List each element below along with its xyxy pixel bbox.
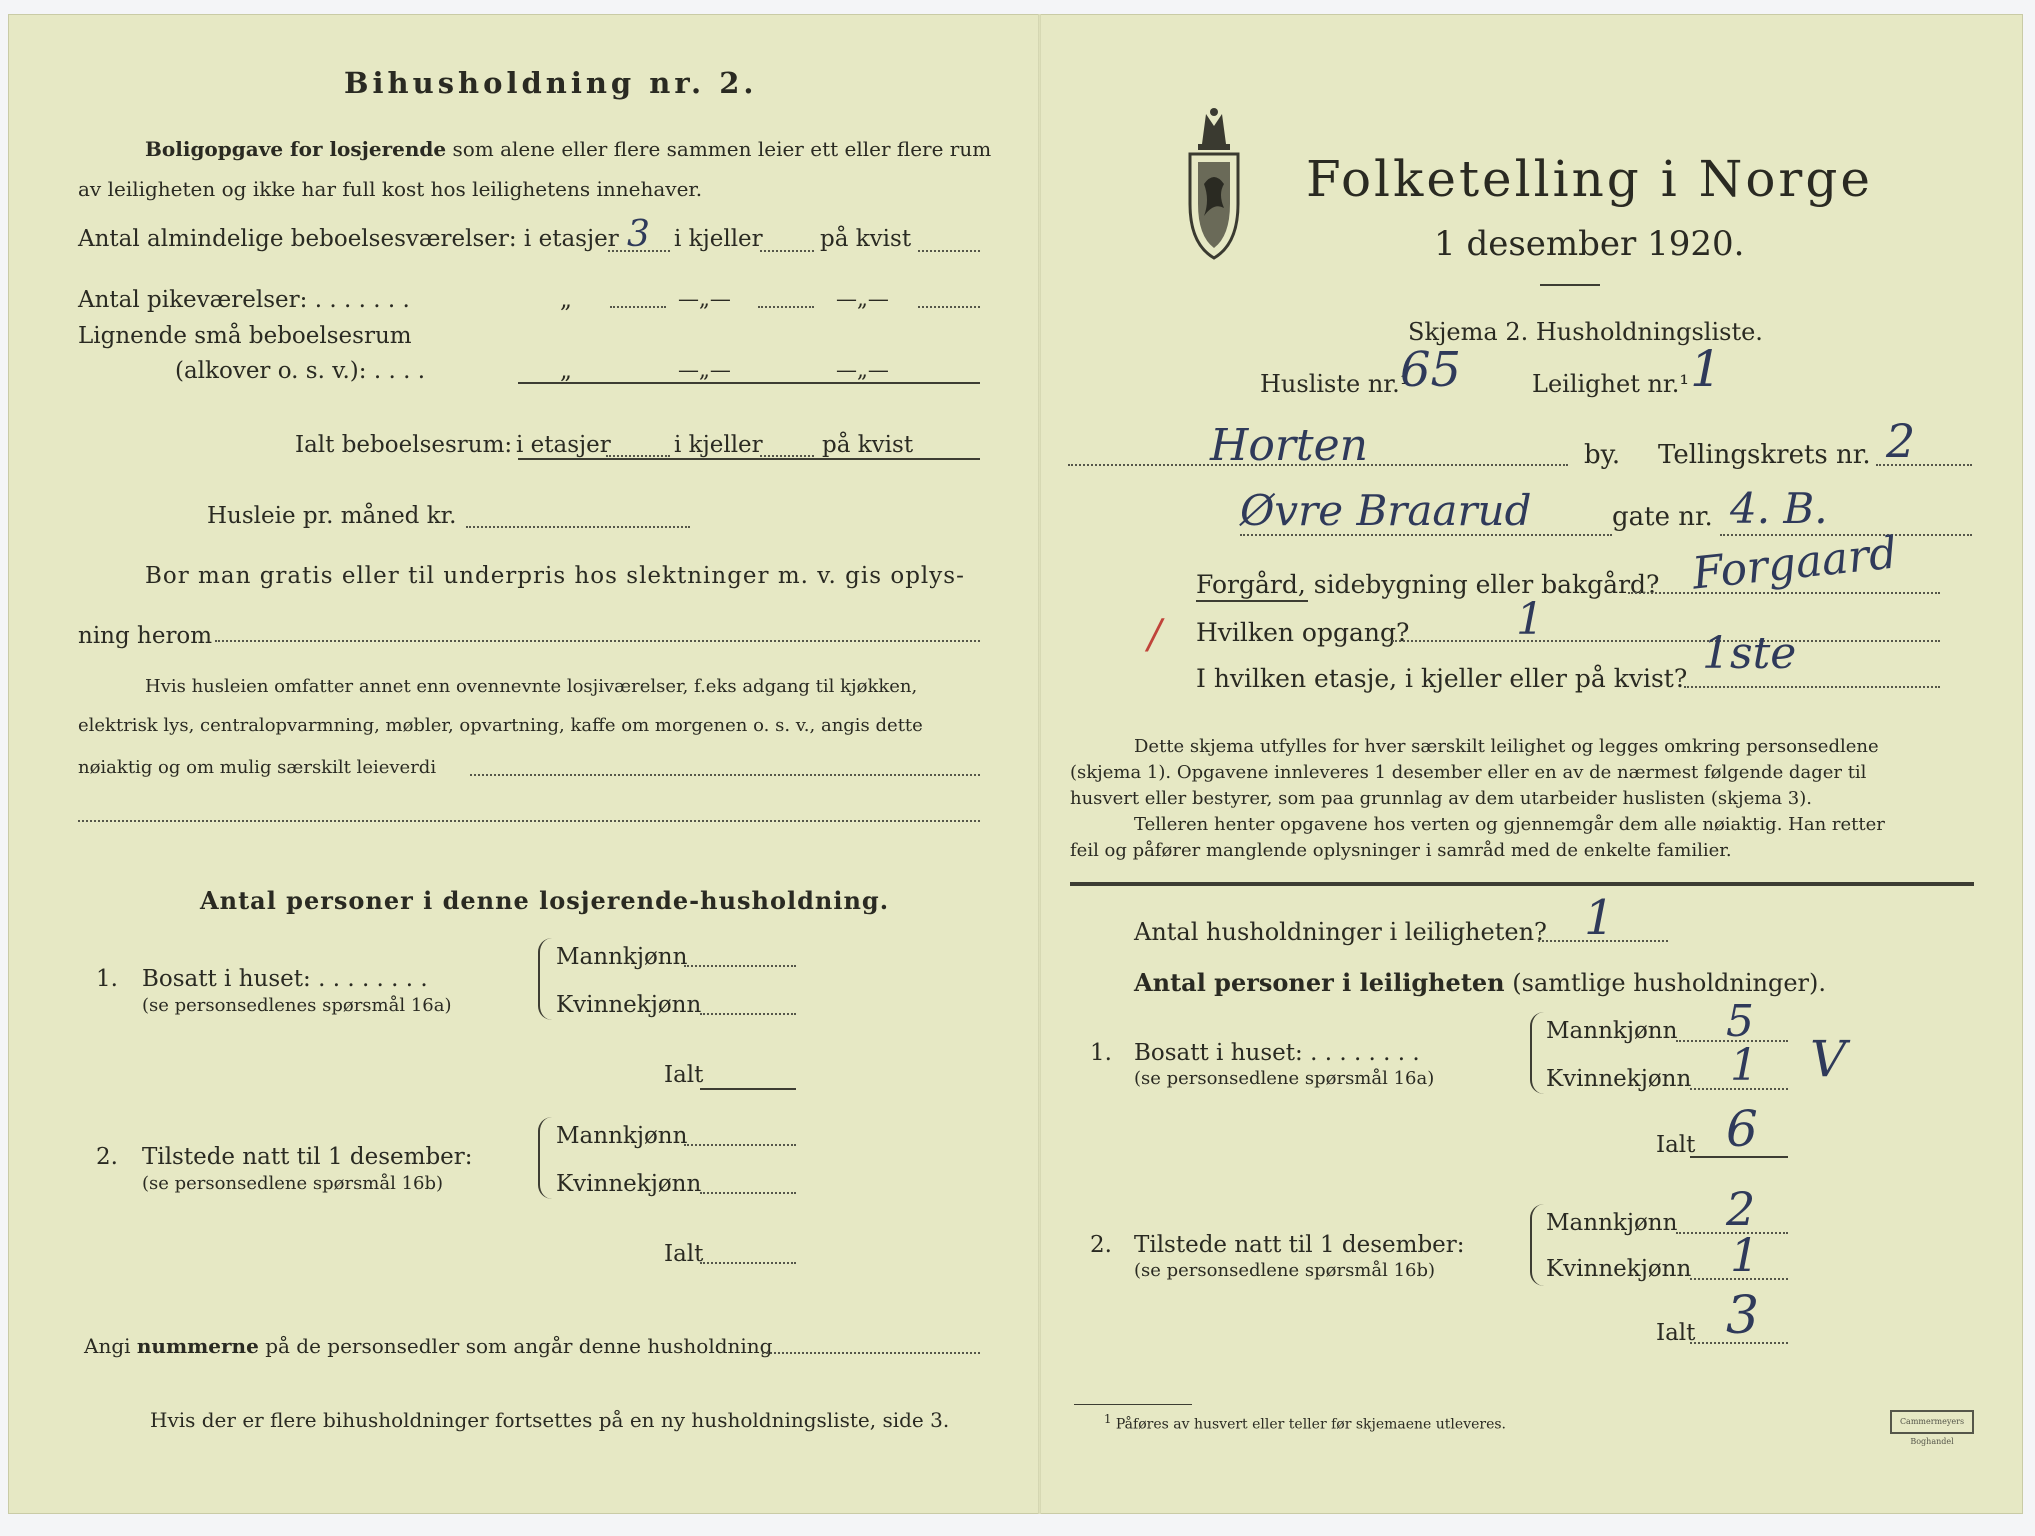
rooms-kjeller: i kjeller (674, 226, 763, 252)
left-q2-ialt: Ialt (664, 1241, 704, 1267)
ialt-kjeller-line (760, 455, 814, 457)
pike-ditto-3: —„— (836, 287, 889, 311)
left-q2-mann: Mannkjønn (556, 1123, 688, 1149)
coat-of-arms-icon (1186, 104, 1242, 260)
by-value: Horten (1210, 420, 1368, 471)
opgang-value: 1 (1516, 594, 1544, 645)
right-title: Folketelling i Norge (1306, 150, 1873, 208)
hush-label: Antal husholdninger i leiligheten? (1134, 918, 1547, 946)
instr-line-1: Dette skjema utfylles for hver særskilt leilighet og legges omkring personsedlene (1134, 736, 1879, 757)
note-line-2: elektrisk lys, centralopvarmning, møbler, opvartning, kaffe om morgenen o. s. v., angis dette (78, 715, 923, 736)
right-q1-ialt: Ialt (1656, 1132, 1696, 1158)
instr-line-3: husvert eller bestyrer, som paa grunnlag av dem utarbeider huslisten (skjema 3). (1070, 788, 1812, 809)
by-label: by. (1584, 440, 1621, 470)
instr-line-5: feil og påfører manglende oplysninger i samråd med de enkelte familier. (1070, 840, 1732, 861)
right-q1-label: Bosatt i huset: . . . . . . . . (1134, 1040, 1420, 1066)
right-q2-mann-value: 2 (1726, 1182, 1756, 1236)
lign-underline (518, 382, 980, 384)
left-q2-num: 2. (96, 1144, 118, 1170)
footnote-line (1104, 1412, 1506, 1433)
left-persons-heading: Antal personer i denne losjerende-husholdning. (200, 886, 890, 915)
etasje-label: I hvilken etasje, i kjeller eller på kvist? (1196, 664, 1688, 693)
left-q1-label: Bosatt i huset: . . . . . . . . (142, 966, 428, 992)
lign-label-2: (alkover o. s. v.): . . . . (175, 358, 426, 384)
forgard-label: Forgård, sidebygning eller bakgård? (1196, 570, 1660, 599)
angi-1: Angi (84, 1334, 131, 1358)
angi-2: på de personsedler som angår denne husholdning (265, 1334, 773, 1358)
right-q2-label: Tilstede natt til 1 desember: (1134, 1232, 1465, 1258)
note-line (470, 774, 980, 776)
footnote-number: 1 (1104, 1412, 1112, 1426)
intro-line-1 (145, 137, 991, 161)
right-q2-brace (1530, 1204, 1546, 1286)
pike-line-3 (918, 306, 980, 308)
intro-line-2: av leiligheten og ikke har full kost hos leilighetens innehaver. (78, 177, 703, 201)
rooms-label: Antal almindelige beboelsesværelser: i etasjer (78, 226, 619, 252)
intro-bold: Boligopgave for losjerende (145, 137, 447, 161)
pike-ditto-1: „ (560, 287, 572, 313)
left-q1-kvinne: Kvinnekjønn (556, 992, 702, 1018)
instr-rule (1070, 882, 1974, 886)
left-title: Bihusholdning nr. 2. (344, 66, 758, 100)
husliste-value: 65 (1400, 342, 1462, 398)
printer-stamp: Cammermeyers Boghandel (1890, 1410, 1974, 1434)
footnote-rule (1074, 1404, 1192, 1405)
note-line-3: nøiaktig og om mulig særskilt leieverdi (78, 757, 437, 778)
etasje-value: 1ste (1702, 628, 1797, 679)
left-q1-mann: Mannkjønn (556, 944, 688, 970)
ialt-underline (518, 458, 980, 460)
right-q1-check: V (1810, 1030, 1847, 1088)
left-q1-ialt-line (700, 1088, 796, 1090)
hush-line (1538, 940, 1668, 942)
ialt-etasjer-line (606, 455, 670, 457)
right-persons-heading (1134, 968, 1826, 997)
left-q2-kvinne-line (700, 1192, 796, 1194)
krets-value: 2 (1886, 414, 1916, 468)
angi-line-dots (762, 1352, 980, 1354)
right-q2-num: 2. (1090, 1232, 1112, 1258)
krets-label: Tellingskrets nr. (1658, 440, 1871, 470)
left-q1-kvinne-line (700, 1013, 796, 1015)
right-q1-kvinne-value: 1 (1730, 1040, 1758, 1091)
left-q2-kvinne: Kvinnekjønn (556, 1171, 702, 1197)
right-q1-brace (1530, 1012, 1546, 1094)
right-persons-rest: (samtlige husholdninger). (1512, 969, 1827, 997)
instr-line-2: (skjema 1). Opgavene innleveres 1 desember eller en av de nærmest følgende dager til (1070, 762, 1867, 783)
left-q2-ialt-line (700, 1262, 796, 1264)
ialt-rooms-label: Ialt beboelsesrum: (295, 432, 513, 458)
husleie-line (466, 526, 690, 528)
lign-ditto-1: „ (560, 358, 572, 384)
gate-label: gate nr. (1612, 502, 1713, 532)
right-q2-ialt: Ialt (1656, 1320, 1696, 1346)
angi-bold: nummerne (136, 1334, 259, 1358)
left-q1-ialt: Ialt (664, 1062, 704, 1088)
right-q1-mann-value: 5 (1726, 996, 1754, 1047)
right-q1-kvinne: Kvinnekjønn (1546, 1066, 1692, 1092)
left-q2-sub: (se personsedlene spørsmål 16b) (142, 1173, 444, 1194)
forgard-value: Forgaard (1689, 527, 1900, 600)
right-q2-sub: (se personsedlene spørsmål 16b) (1134, 1260, 1436, 1281)
left-q2-mann-line (684, 1144, 796, 1146)
leilighet-label: Leilighet nr.¹ (1532, 370, 1690, 398)
gate-nr-value: 4. B. (1730, 484, 1828, 533)
rooms-etasjer-value: 3 (627, 214, 650, 255)
angi-line (84, 1334, 772, 1358)
gratis-line-2: ning herom (78, 623, 213, 649)
forgard-line (1628, 592, 1940, 594)
note-line-extra (78, 820, 980, 822)
husliste-label: Husliste nr.¹ (1260, 370, 1410, 398)
right-q2-kvinne-value: 1 (1730, 1228, 1760, 1282)
left-q1-mann-line (684, 965, 796, 967)
footnote-text: Påføres av husvert eller teller før skjemaene utleveres. (1115, 1416, 1507, 1433)
forgard-underline (1196, 600, 1308, 602)
left-q1-brace (538, 938, 554, 1020)
etasje-line (1684, 686, 1940, 688)
krets-line (1876, 464, 1972, 466)
right-persons-bold: Antal personer i leiligheten (1134, 968, 1505, 997)
leilighet-value: 1 (1690, 340, 1722, 398)
page-fold (1038, 14, 1041, 1514)
gratis-line-1: Bor man gratis eller til underpris hos slektninger m. v. gis oplys- (145, 563, 965, 589)
pike-line-1 (610, 306, 666, 308)
hush-value: 1 (1584, 890, 1615, 946)
lign-ditto-2: —„— (678, 358, 731, 382)
intro-rest-1: som alene eller flere sammen leier ett eller flere rum (452, 137, 992, 161)
right-q1-ialt-value: 6 (1726, 1100, 1758, 1158)
ialt-kvist: på kvist (822, 432, 914, 458)
right-date: 1 desember 1920. (1434, 224, 1745, 264)
husleie-label: Husleie pr. måned kr. (207, 503, 457, 529)
rooms-kvist: på kvist (820, 226, 912, 252)
left-q2-label: Tilstede natt til 1 desember: (142, 1144, 473, 1170)
pike-label: Antal pikeværelser: . . . . . . . (78, 287, 410, 313)
lign-ditto-3: —„— (836, 358, 889, 382)
left-q1-sub: (se personsedlenes spørsmål 16a) (142, 995, 452, 1016)
rooms-kvist-line (918, 250, 980, 252)
left-q1-num: 1. (96, 966, 118, 992)
right-q1-num: 1. (1090, 1040, 1112, 1066)
rooms-kjeller-line (760, 250, 814, 252)
pike-ditto-2: —„— (678, 287, 731, 311)
right-q2-mann: Mannkjønn (1546, 1210, 1678, 1236)
right-q1-sub: (se personsedlene spørsmål 16a) (1134, 1068, 1435, 1089)
gate-value: Øvre Braarud (1240, 486, 1532, 535)
by-line (1068, 464, 1568, 466)
title-rule (1540, 284, 1600, 286)
gate-line (1240, 534, 1612, 536)
red-pencil-mark: / (1148, 612, 1162, 658)
right-q2-ialt-value: 3 (1726, 1286, 1760, 1346)
opgang-label: Hvilken opgang? (1196, 618, 1410, 647)
ialt-etasjer: i etasjer (516, 432, 611, 458)
left-footer: Hvis der er flere bihusholdninger fortsettes på en ny husholdningsliste, side 3. (150, 1408, 950, 1432)
skjema-label: Skjema 2. Husholdningsliste. (1408, 318, 1763, 346)
ialt-kjeller: i kjeller (674, 432, 763, 458)
right-q2-kvinne: Kvinnekjønn (1546, 1256, 1692, 1282)
pike-line-2 (758, 306, 814, 308)
opgang-line (1392, 640, 1940, 642)
note-line-1: Hvis husleien omfatter annet enn ovennevnte losjiværelser, f.eks adgang til kjøkken, (145, 676, 918, 697)
lign-label-1: Lignende små beboelsesrum (78, 323, 412, 349)
gratis-line (215, 640, 980, 642)
right-q1-mann: Mannkjønn (1546, 1018, 1678, 1044)
instr-line-4: Telleren henter opgavene hos verten og gjennemgår dem alle nøiaktig. Han retter (1134, 814, 1885, 835)
left-q2-brace (538, 1117, 554, 1199)
